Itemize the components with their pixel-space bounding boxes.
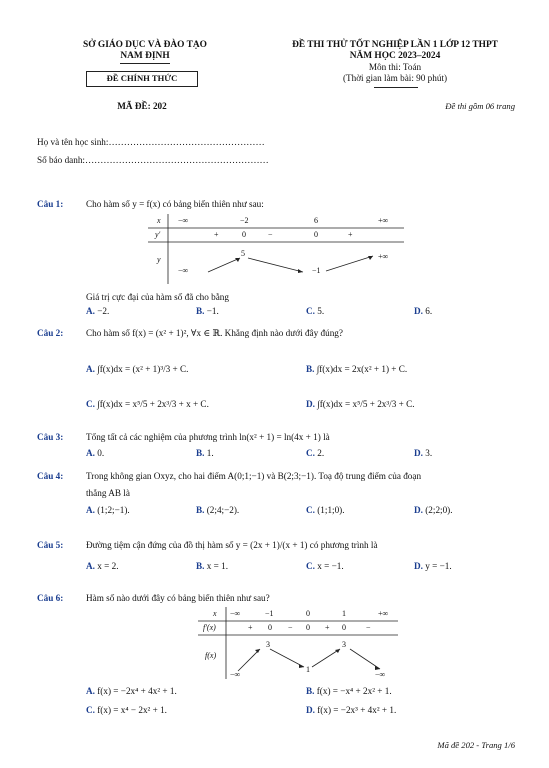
- option-letter: A.: [86, 505, 95, 515]
- q4-option-b[interactable]: [196, 505, 239, 515]
- q1-deriv-sign3: +: [348, 230, 353, 239]
- q1-deriv-label: y': [155, 230, 161, 239]
- q2-label: Câu 2:: [37, 328, 64, 338]
- option-text: f(x) = −x⁴ + 2x² + 1.: [316, 686, 392, 696]
- q3-option-b[interactable]: [196, 448, 214, 458]
- q6-deriv-sign2: −: [288, 623, 293, 632]
- q1-x-label: x: [157, 216, 161, 225]
- q6-option-a[interactable]: [86, 686, 177, 696]
- option-letter: C.: [306, 448, 315, 458]
- option-letter: A.: [86, 306, 95, 316]
- option-text: 3.: [425, 448, 433, 458]
- q6-x-label: x: [213, 609, 217, 618]
- option-letter: A.: [86, 448, 95, 458]
- header-underline-left: [120, 63, 170, 64]
- q1-deriv-zero1: 0: [242, 230, 246, 239]
- q2-option-a[interactable]: [86, 364, 188, 374]
- q4-label: Câu 4:: [37, 471, 64, 481]
- option-letter: B.: [196, 306, 205, 316]
- option-letter: B.: [196, 505, 205, 515]
- q4-text-line2: thẳng AB là: [86, 488, 130, 498]
- q2-option-d[interactable]: [306, 399, 415, 409]
- q1-option-a[interactable]: [86, 306, 109, 316]
- q6-deriv-zero1: 0: [268, 623, 272, 632]
- page-footer: Mã đề 202 - Trang 1/6: [437, 740, 515, 750]
- exam-title: ĐỀ THI THỬ TỐT NGHIỆP LẦN 1 LỚP 12 THPT: [292, 40, 498, 50]
- option-text: (1;2;−1).: [97, 505, 130, 515]
- page-count: Đề thi gồm 06 trang: [445, 101, 515, 111]
- option-letter: C.: [306, 505, 315, 515]
- q5-option-b[interactable]: [196, 561, 228, 571]
- option-letter: B.: [196, 561, 205, 571]
- q1-label: Câu 1:: [37, 199, 64, 209]
- option-letter: D.: [414, 505, 423, 515]
- option-letter: D.: [414, 306, 423, 316]
- q6-y-label: f(x): [205, 651, 217, 660]
- q1-deriv-zero2: 0: [314, 230, 318, 239]
- option-text: f(x) = −2x³ + 4x² + 1.: [317, 705, 397, 715]
- q1-y-label: y: [157, 255, 161, 264]
- q3-option-a[interactable]: [86, 448, 104, 458]
- q2-option-c[interactable]: [86, 399, 209, 409]
- q4-option-d[interactable]: [414, 505, 453, 515]
- q6-deriv-sign1: +: [248, 623, 253, 632]
- option-letter: C.: [306, 306, 315, 316]
- q6-deriv-sign4: −: [366, 623, 371, 632]
- q1-x-crit1: −2: [240, 216, 249, 225]
- exam-code: MÃ ĐỀ: 202: [117, 101, 167, 111]
- option-text: x = 2.: [97, 561, 119, 571]
- option-text: f(x) = x⁴ − 2x² + 1.: [97, 705, 167, 715]
- q6-y-max2: 3: [342, 640, 346, 649]
- option-letter: C.: [86, 705, 95, 715]
- option-letter: D.: [306, 399, 315, 409]
- q1-option-d[interactable]: [414, 306, 432, 316]
- option-text: 0.: [97, 448, 105, 458]
- option-letter: B.: [306, 686, 315, 696]
- q6-x-crit1: −1: [265, 609, 274, 618]
- q4-option-a[interactable]: [86, 505, 130, 515]
- q6-option-d[interactable]: [306, 705, 396, 715]
- option-text: 2.: [317, 448, 325, 458]
- option-letter: D.: [306, 705, 315, 715]
- q6-option-c[interactable]: [86, 705, 167, 715]
- q3-option-d[interactable]: [414, 448, 432, 458]
- option-text: x = 1.: [206, 561, 228, 571]
- q1-deriv-sign1: +: [214, 230, 219, 239]
- option-text: ∫f(x)dx = x⁵/5 + 2x³/3 + C.: [317, 399, 415, 409]
- option-letter: A.: [86, 561, 95, 571]
- option-letter: B.: [196, 448, 205, 458]
- q5-option-a[interactable]: [86, 561, 119, 571]
- option-letter: B.: [306, 364, 315, 374]
- official-label: ĐỀ CHÍNH THỨC: [106, 73, 178, 83]
- option-text: 6.: [425, 306, 433, 316]
- option-text: ∫f(x)dx = 2x(x² + 1) + C.: [316, 364, 408, 374]
- option-letter: C.: [306, 561, 315, 571]
- option-text: −1.: [206, 306, 219, 316]
- q3-option-c[interactable]: [306, 448, 324, 458]
- q5-option-c[interactable]: [306, 561, 344, 571]
- option-text: y = −1.: [425, 561, 452, 571]
- q1-text: Cho hàm số y = f(x) có bảng biến thiên như sau:: [86, 199, 264, 209]
- q1-x-neg-inf: −∞: [178, 216, 189, 225]
- option-text: f(x) = −2x⁴ + 4x² + 1.: [97, 686, 177, 696]
- option-letter: D.: [414, 448, 423, 458]
- q1-y-min: −1: [312, 266, 321, 275]
- time-limit: (Thời gian làm bài: 90 phút): [342, 73, 448, 83]
- q2-text: Cho hàm số f(x) = (x² + 1)², ∀x ∈ ℝ. Khẳng định nào dưới đây đúng?: [86, 328, 343, 338]
- option-letter: D.: [414, 561, 423, 571]
- option-text: −2.: [97, 306, 110, 316]
- q2-option-b[interactable]: [306, 364, 407, 374]
- q5-text: Đường tiệm cận đứng của đồ thị hàm số y = (2x + 1)/(x + 1) có phương trình là: [86, 540, 378, 550]
- dept-name: SỞ GIÁO DỤC VÀ ĐÀO TẠO: [83, 40, 207, 50]
- q6-y-max1: 3: [266, 640, 270, 649]
- option-text: 1.: [206, 448, 214, 458]
- option-text: ∫f(x)dx = (x² + 1)³/3 + C.: [97, 364, 189, 374]
- q6-option-b[interactable]: [306, 686, 392, 696]
- subject: Môn thi: Toán: [368, 62, 422, 72]
- q5-label: Câu 5:: [37, 540, 64, 550]
- q6-y-min: 1: [306, 665, 310, 674]
- q4-option-c[interactable]: [306, 505, 345, 515]
- option-text: 5.: [317, 306, 325, 316]
- q1-x-crit2: 6: [314, 216, 318, 225]
- school-year: NĂM HỌC 2023–2024: [349, 51, 441, 61]
- option-text: (2;4;−2).: [206, 505, 240, 515]
- q6-text: Hàm số nào dưới đây có bảng biến thiên như sau?: [86, 593, 270, 603]
- province-name: NAM ĐỊNH: [120, 51, 170, 61]
- q1-deriv-sign2: −: [268, 230, 273, 239]
- q6-x-crit3: 1: [342, 609, 346, 618]
- q1-y-max: 5: [241, 249, 245, 258]
- student-id-field: Số báo danh:……………………………………………………: [37, 155, 269, 165]
- q1-question: Giá trị cực đại của hàm số đã cho bằng: [86, 292, 229, 302]
- q6-x-crit2: 0: [306, 609, 310, 618]
- q6-deriv-zero2: 0: [306, 623, 310, 632]
- q1-option-b[interactable]: [196, 306, 219, 316]
- option-letter: A.: [86, 686, 95, 696]
- q6-y-neg-inf: −∞: [230, 670, 241, 679]
- option-text: (1;1;0).: [317, 505, 345, 515]
- option-letter: C.: [86, 399, 95, 409]
- option-text: ∫f(x)dx = x⁵/5 + 2x³/3 + x + C.: [97, 399, 209, 409]
- q6-y-neg-inf-right: −∞: [375, 670, 386, 679]
- q6-deriv-label: f'(x): [203, 623, 216, 632]
- q1-y-pos-inf: +∞: [378, 252, 389, 261]
- option-text: (2;2;0).: [425, 505, 453, 515]
- q6-deriv-zero3: 0: [342, 623, 346, 632]
- q3-label: Câu 3:: [37, 432, 64, 442]
- student-name-field: Họ và tên học sinh:……………………………………………: [37, 137, 265, 147]
- q6-x-neg-inf: −∞: [230, 609, 241, 618]
- q1-y-neg-inf: −∞: [178, 266, 189, 275]
- q6-deriv-sign3: +: [325, 623, 330, 632]
- q6-label: Câu 6:: [37, 593, 64, 603]
- header-underline-right: [374, 87, 418, 88]
- option-letter: A.: [86, 364, 95, 374]
- option-text: x = −1.: [317, 561, 344, 571]
- q1-option-c[interactable]: [306, 306, 324, 316]
- q4-text-line1: Trong không gian Oxyz, cho hai điểm A(0;1;−1) và B(2;3;−1). Toạ độ trung điểm của đoạn: [86, 471, 422, 481]
- q5-option-d[interactable]: [414, 561, 452, 571]
- q3-text: Tổng tất cả các nghiệm của phương trình ln(x² + 1) = ln(4x + 1) là: [86, 432, 330, 442]
- q1-x-pos-inf: +∞: [378, 216, 389, 225]
- q6-x-pos-inf: +∞: [378, 609, 389, 618]
